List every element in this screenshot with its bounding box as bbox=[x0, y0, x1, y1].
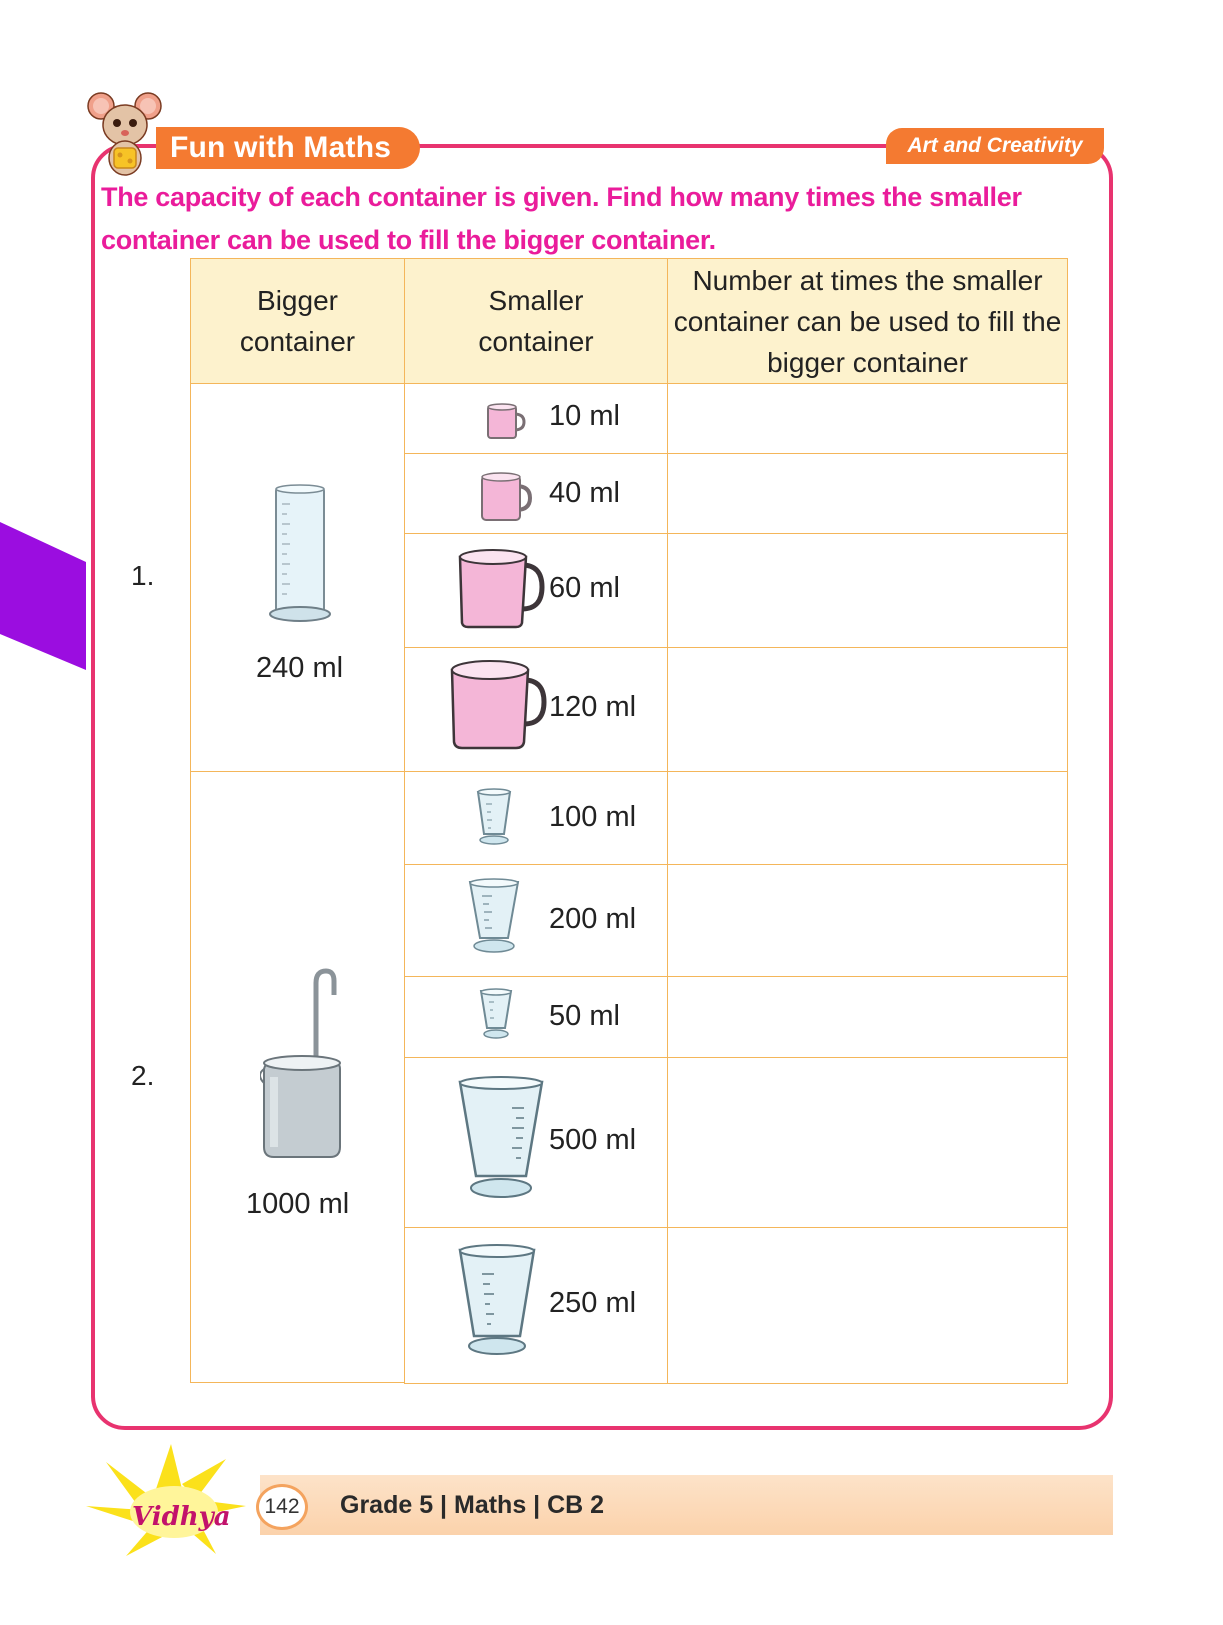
row-number: 1. bbox=[131, 560, 155, 591]
answer-cell[interactable] bbox=[667, 1057, 1068, 1228]
row-number: 2. bbox=[131, 1060, 155, 1091]
bigger-capacity-label: 240 ml bbox=[256, 652, 344, 684]
measuring-glass-icon bbox=[474, 788, 514, 850]
cup-icon bbox=[478, 470, 534, 530]
smaller-capacity-label: 200 ml bbox=[549, 903, 637, 935]
smaller-container-cell bbox=[404, 453, 668, 534]
column-header-smaller bbox=[404, 258, 668, 384]
column-header-answer bbox=[667, 258, 1068, 384]
column-header-answer-label: Number at times the smaller container can be used to fill the bigger container bbox=[673, 264, 1062, 378]
section-title bbox=[156, 127, 420, 169]
measuring-cylinder-icon bbox=[268, 484, 332, 634]
answer-cell[interactable] bbox=[667, 976, 1068, 1058]
smaller-capacity-label: 100 ml bbox=[549, 801, 637, 833]
small-cup-icon bbox=[484, 400, 528, 448]
instruction-text: The capacity of each container is given. Find how many times the smaller container can be used to fill the bigger container. bbox=[101, 182, 1022, 255]
answer-cell[interactable] bbox=[667, 647, 1068, 772]
column-header-bigger bbox=[190, 258, 405, 384]
page-number: 142 bbox=[256, 1484, 308, 1530]
smaller-container-cell bbox=[404, 976, 668, 1058]
smaller-capacity-label: 40 ml bbox=[549, 477, 620, 509]
smaller-capacity-label: 500 ml bbox=[549, 1124, 637, 1156]
mug-icon bbox=[456, 545, 546, 635]
column-header-smaller-label: Smaller container bbox=[478, 285, 594, 357]
measuring-beaker-icon bbox=[456, 1076, 546, 1206]
smaller-capacity-label: 10 ml bbox=[549, 400, 620, 432]
side-tab bbox=[0, 522, 90, 676]
ladle-jug-icon bbox=[260, 965, 350, 1169]
section-title-text: Fun with Maths bbox=[170, 131, 392, 164]
measuring-beaker-icon bbox=[456, 1244, 538, 1364]
footer-text: Grade 5 | Maths | CB 2 bbox=[340, 1491, 605, 1519]
vidhya-logo-text: Vidhya bbox=[132, 1502, 231, 1532]
smaller-capacity-label: 50 ml bbox=[549, 1000, 620, 1032]
smaller-capacity-label: 60 ml bbox=[549, 572, 620, 604]
answer-cell[interactable] bbox=[667, 533, 1068, 648]
answer-cell[interactable] bbox=[667, 383, 1068, 454]
measuring-glass-icon bbox=[478, 988, 514, 1044]
answer-cell[interactable] bbox=[667, 453, 1068, 534]
smaller-capacity-label: 120 ml bbox=[549, 691, 637, 723]
smaller-capacity-label: 250 ml bbox=[549, 1287, 637, 1319]
answer-cell[interactable] bbox=[667, 864, 1068, 977]
mouse-mascot-icon bbox=[86, 90, 166, 180]
bigger-capacity-label: 1000 ml bbox=[246, 1188, 350, 1220]
column-header-bigger-label: Bigger container bbox=[239, 285, 356, 357]
answer-cell[interactable] bbox=[667, 771, 1068, 865]
measuring-glass-icon bbox=[466, 878, 522, 958]
answer-cell[interactable] bbox=[667, 1227, 1068, 1384]
category-tag-text: Art and Creativity bbox=[907, 134, 1083, 157]
category-tag bbox=[886, 128, 1104, 164]
large-mug-icon bbox=[448, 654, 548, 758]
smaller-container-cell bbox=[404, 383, 668, 454]
